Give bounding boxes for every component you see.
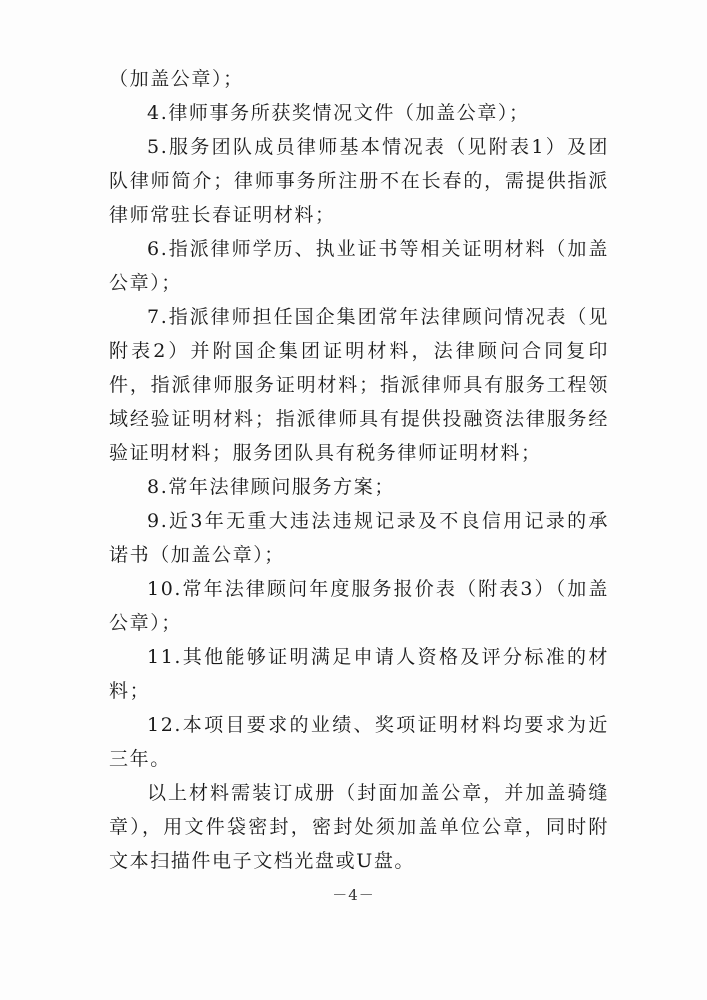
paragraph-item-11: 11.其他能够证明满足申请人资格及评分标准的材料； <box>109 646 609 702</box>
paragraph-item-7: 7.指派律师担任国企集团常年法律顾问情况表（见附表2）并附国企集团证明材料，法律顾问合同复印件，指派律师服务证明材料；指派律师具有服务工程领域经验证明材料；指派律师具有提供投融资法律服务经验证明材料；服务团队具有税务律师证明材料； <box>109 306 609 464</box>
paragraph-item-12: 12.本项目要求的业绩、奖项证明材料均要求为近三年。 <box>109 714 609 770</box>
paragraph-item-5: 5.服务团队成员律师基本情况表（见附表1）及团队律师简介；律师事务所注册不在长春的，需提供指派律师常驻长春证明材料； <box>109 136 609 226</box>
document-body <box>109 62 609 878</box>
page-number: －4－ <box>332 886 375 904</box>
paragraph-item-9: 9.近3年无重大违法违规记录及不良信用记录的承诺书（加盖公章）； <box>109 510 609 566</box>
paragraph-summary: 以上材料需装订成册（封面加盖公章，并加盖骑缝章），用文件袋密封，密封处须加盖单位公章，同时附文本扫描件电子文档光盘或U盘。 <box>109 782 609 872</box>
paragraph-item-6: 6.指派律师学历、执业证书等相关证明材料（加盖公章）； <box>109 238 609 294</box>
paragraph-continuation: （加盖公章）； <box>109 68 244 90</box>
paragraph-item-4: 4.律师事务所获奖情况文件（加盖公章）； <box>147 102 530 124</box>
paragraph-item-10: 10.常年法律顾问年度服务报价表（附表3）（加盖公章）； <box>109 578 609 634</box>
paragraph-item-8: 8.常年法律顾问服务方案； <box>147 476 395 498</box>
